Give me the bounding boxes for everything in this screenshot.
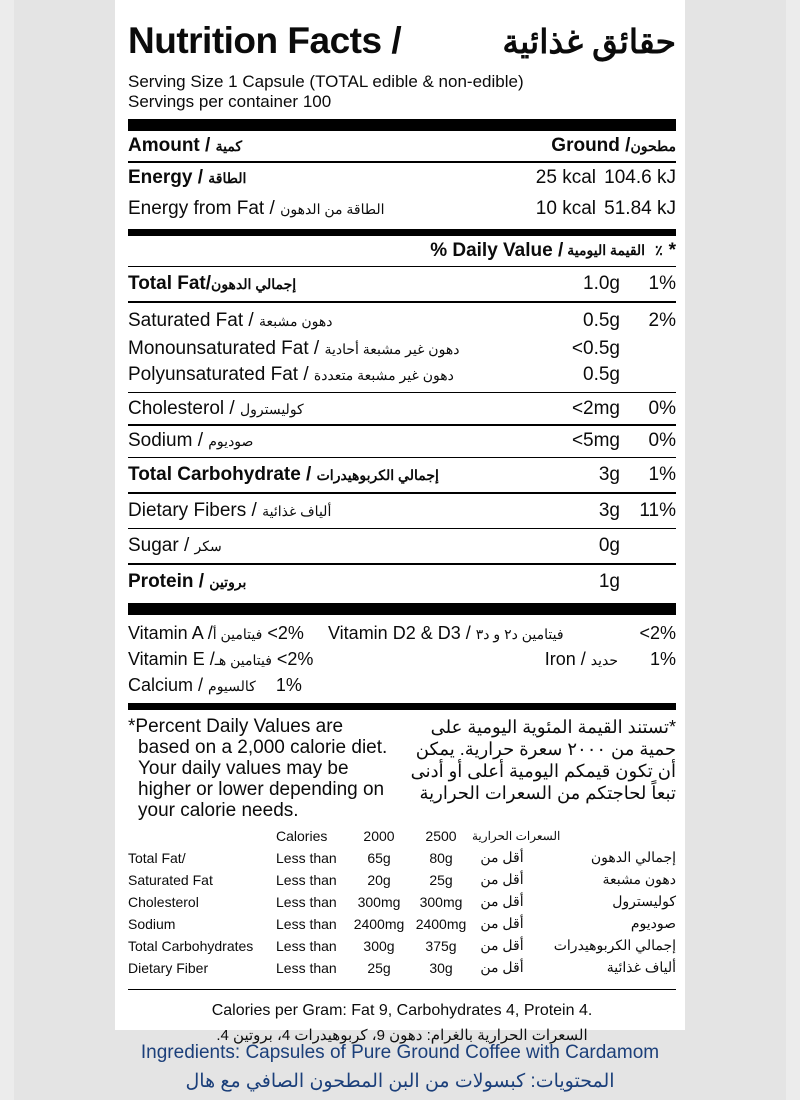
nutrient-label: Total Carbohydrate /: [128, 464, 312, 485]
table-header: [128, 825, 676, 847]
table-cell-2500: 30g: [429, 959, 453, 976]
footnote: [128, 716, 676, 821]
table-cell-2500: 375g: [425, 937, 457, 954]
nutrient-label: Monounsaturated Fat /: [128, 337, 320, 359]
table-cell-name-arabic: كوليسترول: [612, 893, 676, 909]
nutrient-amount: 0g: [598, 535, 620, 556]
divider: [128, 989, 676, 991]
nutrient-label-arabic: دهون غير مشبعة متعددة: [313, 366, 454, 383]
nutrient-amount: 1.0g: [583, 273, 620, 294]
table-cell-less-than: Less than: [276, 871, 337, 888]
table-cell-less-than-arabic: أقل من: [480, 893, 524, 909]
divider-heavy: [128, 119, 676, 131]
table-cell-name: Saturated Fat: [128, 871, 213, 888]
vitamin-label-arabic: فيتامين أ: [212, 626, 263, 642]
nutrient-row-dietary-fibers: [128, 494, 676, 528]
nutrient-row-cholesterol: [128, 393, 676, 424]
nutrient-label-arabic: إجمالي الكربوهيدرات: [316, 467, 439, 483]
amount-label-arabic: كمية: [215, 138, 243, 154]
table-cell-2500: 300mg: [419, 893, 463, 910]
table-cell-less-than-arabic: أقل من: [480, 871, 524, 887]
table-row: [128, 913, 676, 935]
vitamin-label-arabic: فيتامين د٢ و د٣: [475, 626, 564, 642]
energy-fat-kj: 51.84 kJ: [604, 198, 676, 219]
table-cell-2000: 25g: [367, 959, 391, 976]
nutrient-row-sodium: [128, 426, 676, 457]
nutrient-daily-value: 11%: [639, 499, 676, 521]
table-row: [128, 847, 676, 869]
vitamin-label-arabic: كالسيوم: [208, 678, 256, 694]
table-row: [128, 957, 676, 979]
nutrient-row-total-fat: [128, 267, 676, 301]
divider-medium: [128, 703, 676, 710]
vitamin-row: [128, 647, 676, 673]
calories-2000-header: 2000: [363, 827, 395, 844]
table-cell-name-arabic: إجمالي الكربوهيدرات: [553, 937, 676, 953]
table-cell-less-than-arabic: أقل من: [480, 849, 524, 865]
energy-kj: 104.6 kJ: [604, 167, 676, 188]
nutrient-daily-value: 2%: [648, 310, 676, 331]
table-cell-name: Dietary Fiber: [128, 959, 209, 976]
energy-row: [128, 163, 676, 194]
energy-kcal: 25 kcal: [535, 167, 596, 188]
ingredients-arabic: المحتويات: كبسولات من البن المطحون الصافي مع هال: [185, 1071, 615, 1092]
nutrient-row-protein: [128, 565, 676, 599]
vitamin-label-arabic: حديد: [590, 652, 618, 668]
nutrient-label-arabic: ألياف غذائية: [262, 502, 332, 519]
vitamin-value: 1%: [649, 649, 676, 669]
nutrient-amount: 1g: [598, 570, 620, 592]
nutrient-label: Sugar /: [128, 535, 190, 556]
vitamin-label: Iron /: [544, 649, 586, 669]
energy-fat-kcal: 10 kcal: [535, 198, 596, 219]
divider: [128, 301, 676, 303]
percent-sign-arabic: ٪: [655, 242, 663, 258]
nutrient-row-total-carbohydrate: [128, 458, 676, 492]
divider-heavy: [128, 603, 676, 615]
table-row: [128, 869, 676, 891]
table-row: [128, 935, 676, 957]
nutrient-label-arabic: سكر: [194, 538, 222, 554]
vitamin-value: <2%: [276, 649, 314, 669]
table-cell-2500: 80g: [429, 849, 453, 866]
nutrient-amount: <5mg: [571, 430, 620, 451]
vitamin-row: [128, 621, 676, 647]
calories-per-gram-arabic: السعرات الحرارية بالغرام: دهون 9، كربوهيدرات 4، بروتين 4.: [216, 1027, 588, 1044]
energy-label-arabic: الطاقة: [208, 170, 247, 186]
vitamin-label: Vitamin E /: [128, 649, 215, 669]
vitamin-value: <2%: [639, 623, 676, 643]
energy-label: Energy /: [128, 167, 203, 188]
amount-label: Amount /: [128, 135, 211, 156]
table-cell-2000: 300mg: [357, 893, 401, 910]
energy-from-fat-row: [128, 194, 676, 225]
nutrient-label: Cholesterol /: [128, 397, 235, 419]
label-title: [128, 10, 676, 72]
table-cell-name-arabic: صوديوم: [630, 915, 676, 931]
table-cell-name: Cholesterol: [128, 893, 199, 910]
table-cell-less-than: Less than: [276, 849, 337, 866]
right-edge: [786, 0, 800, 1100]
nutrient-label-arabic: دهون غير مشبعة أحادية: [324, 340, 460, 357]
table-cell-2000: 300g: [363, 937, 395, 954]
serving-size: Serving Size 1 Capsule (TOTAL edible & non-edible): [128, 72, 524, 91]
table-cell-name: Total Carbohydrates: [128, 937, 254, 954]
nutrient-label-arabic: بروتين: [209, 573, 247, 590]
daily-value-header: [128, 236, 676, 266]
table-cell-name-arabic: دهون مشبعة: [602, 871, 676, 887]
nutrient-daily-value: 1%: [648, 273, 676, 294]
table-cell-less-than-arabic: أقل من: [480, 937, 524, 953]
calories-header: Calories: [276, 827, 328, 844]
footnote-english: *Percent Daily Values are based on a 2,000 calorie diet. Your daily values may be higher or lower depending on your calorie needs.: [128, 715, 388, 821]
vitamin-row: [128, 673, 676, 699]
ingredients-english: Ingredients: Capsules of Pure Ground Coffee with Cardamom: [140, 1042, 660, 1063]
divider-medium: [128, 229, 676, 236]
vitamin-value: 1%: [275, 675, 302, 695]
table-cell-2000: 2400mg: [353, 915, 405, 932]
nutrient-daily-value: 1%: [648, 464, 676, 485]
title-arabic: حقائق غذائية: [502, 22, 676, 60]
vitamin-label-arabic: فيتامين هـ: [214, 652, 272, 668]
daily-value-star: *: [668, 239, 676, 261]
table-cell-name-arabic: إجمالي الدهون: [590, 849, 676, 865]
nutrient-amount: 3g: [598, 464, 620, 485]
nutrient-row-monounsaturated-fat: [128, 336, 676, 362]
nutrient-label: Polyunsaturated Fat /: [128, 363, 309, 385]
title-english: Nutrition Facts /: [128, 20, 402, 61]
nutrient-daily-value: 0%: [648, 397, 676, 419]
nutrient-label: Total Fat/: [128, 273, 212, 294]
nutrient-label: Saturated Fat /: [128, 310, 254, 331]
nutrient-amount: <0.5g: [571, 337, 620, 359]
nutrient-row-saturated-fat: [128, 307, 676, 336]
calories-2500-header: 2500: [425, 827, 457, 844]
nutrient-label: Dietary Fibers /: [128, 499, 257, 521]
energy-fat-label-arabic: الطاقة من الدهون: [280, 201, 385, 217]
calories-per-gram: Calories per Gram: Fat 9, Carbohydrates 4, Protein 4.: [211, 1002, 593, 1019]
nutrient-amount: 3g: [598, 499, 620, 521]
table-cell-less-than: Less than: [276, 915, 337, 932]
nutrient-label-arabic: إجمالي الدهون: [211, 276, 297, 292]
ground-label: Ground /: [551, 135, 631, 156]
energy-fat-label: Energy from Fat /: [128, 198, 275, 219]
nutrient-amount: <2mg: [571, 397, 620, 419]
table-cell-less-than: Less than: [276, 893, 337, 910]
nutrient-label-arabic: دهون مشبعة: [258, 313, 333, 329]
vitamin-value: <2%: [267, 623, 304, 643]
calories-header-arabic: السعرات الحرارية: [472, 828, 561, 843]
footnote-arabic: *تستند القيمة المئوية اليومية على حمية من ٢٠٠٠ سعرة حرارية. يمكن أن تكون قيمكم اليومية أعلى أو أدنى تبعاً لحاجتكم من السعرات الحرارية: [410, 716, 676, 803]
table-cell-less-than-arabic: أقل من: [480, 959, 524, 975]
table-cell-2000: 20g: [367, 871, 391, 888]
daily-value-label-arabic: القيمة اليومية: [567, 242, 646, 258]
table-cell-2500: 25g: [429, 871, 453, 888]
table-cell-2000: 65g: [367, 849, 391, 866]
table-cell-less-than: Less than: [276, 959, 337, 976]
servings-per-container: Servings per container 100: [128, 92, 332, 111]
table-cell-less-than-arabic: أقل من: [480, 915, 524, 931]
vitamin-label: Vitamin A /: [128, 623, 213, 643]
left-edge: [0, 0, 14, 1100]
nutrient-label-arabic: صوديوم: [208, 433, 254, 449]
nutrient-label-arabic: كوليسترول: [239, 400, 304, 417]
serving-info: [128, 72, 676, 112]
table-row: [128, 891, 676, 913]
vitamin-label: Calcium /: [128, 675, 204, 695]
table-cell-2500: 2400mg: [415, 915, 467, 932]
vitamin-label: Vitamin D2 & D3 /: [328, 623, 471, 643]
ground-label-arabic: مطحون: [630, 138, 676, 154]
nutrient-label: Sodium /: [128, 430, 203, 451]
nutrient-row-sugar: [128, 529, 676, 563]
nutrient-row-polyunsaturated-fat: [128, 362, 676, 388]
nutrient-daily-value: 0%: [648, 430, 676, 451]
daily-values-table: [128, 825, 676, 979]
nutrient-label: Protein /: [128, 570, 205, 592]
nutrient-amount: 0.5g: [583, 310, 620, 331]
table-cell-less-than: Less than: [276, 937, 337, 954]
nutrient-amount: 0.5g: [583, 363, 620, 385]
table-cell-name-arabic: ألياف غذائية: [606, 959, 676, 975]
vitamins-section: [128, 621, 676, 699]
amount-header: [128, 131, 676, 161]
table-cell-name: Sodium: [128, 915, 176, 932]
table-cell-name: Total Fat/: [128, 849, 186, 866]
daily-value-label: % Daily Value /: [430, 239, 564, 261]
nutrition-label: [128, 10, 676, 1044]
